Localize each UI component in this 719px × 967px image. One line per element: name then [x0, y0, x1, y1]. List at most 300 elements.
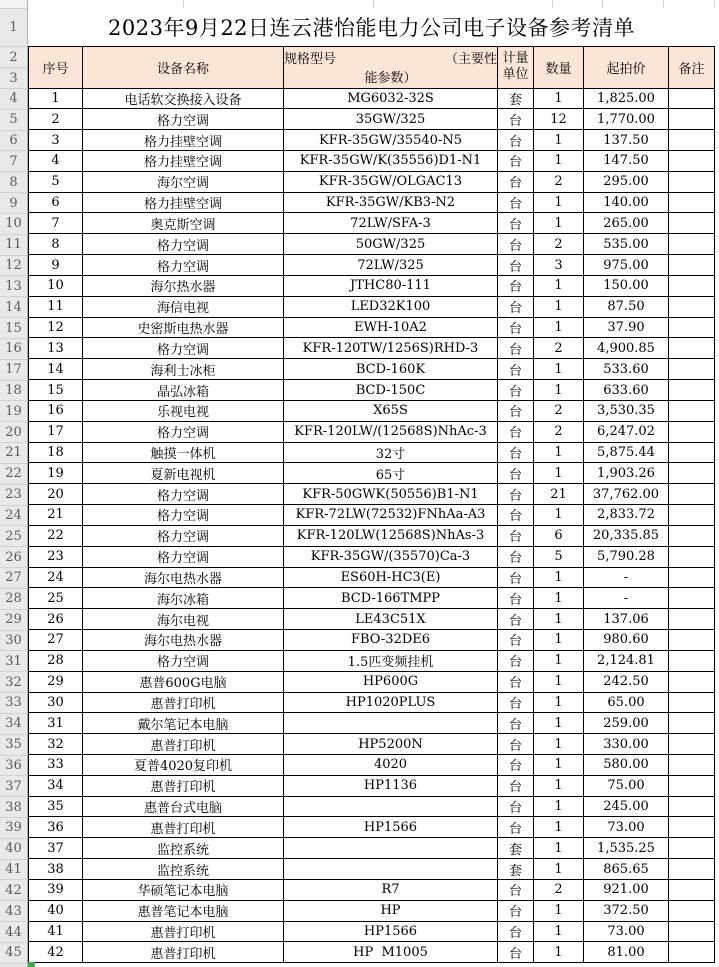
cell-name[interactable]: 惠普打印机 [83, 775, 284, 796]
row-header-2[interactable]: 2 [0, 47, 27, 68]
header-qty[interactable]: 数量 [534, 46, 584, 88]
header-unit[interactable] [498, 46, 534, 88]
cell-no[interactable]: 38 [29, 859, 83, 880]
cell-spec[interactable]: KFR-35GW/OLGAC13 [284, 171, 498, 192]
cell-no[interactable]: 8 [29, 234, 83, 255]
cell-price[interactable]: 5,790.28 [584, 546, 669, 567]
cell-price[interactable]: 242.50 [584, 671, 669, 692]
cell-no[interactable]: 36 [29, 817, 83, 838]
cell-qty[interactable]: 1 [534, 796, 584, 817]
cell-price[interactable]: 535.00 [584, 234, 669, 255]
cell-qty[interactable]: 1 [534, 359, 584, 380]
cell-name[interactable]: 惠普笔记本电脑 [83, 900, 284, 921]
cell-price[interactable]: 147.50 [584, 150, 669, 171]
row-header-25[interactable]: 25 [0, 526, 27, 547]
cell-no[interactable]: 37 [29, 838, 83, 859]
cell-spec[interactable]: HP600G [284, 671, 498, 692]
cell-price[interactable]: 73.00 [584, 817, 669, 838]
cell-name[interactable]: 格力空调 [83, 546, 284, 567]
cell-qty[interactable]: 1 [534, 380, 584, 401]
cell-name[interactable]: 海利士冰柜 [83, 359, 284, 380]
cell-remark[interactable] [669, 400, 715, 421]
cell-name[interactable]: 海尔冰箱 [83, 588, 284, 609]
cell-remark[interactable] [669, 255, 715, 276]
cell-price[interactable]: 533.60 [584, 359, 669, 380]
cell-name[interactable]: 乐视电视 [83, 400, 284, 421]
cell-qty[interactable]: 6 [534, 525, 584, 546]
cell-qty[interactable]: 1 [534, 505, 584, 526]
row-header-45[interactable]: 45 [0, 943, 27, 964]
cell-remark[interactable] [669, 463, 715, 484]
row-header-7[interactable]: 7 [0, 151, 27, 172]
cell-remark[interactable] [669, 588, 715, 609]
cell-unit[interactable]: 台 [498, 692, 534, 713]
cell-qty[interactable]: 1 [534, 588, 584, 609]
cell-remark[interactable] [669, 234, 715, 255]
cell-qty[interactable]: 1 [534, 775, 584, 796]
cell-name[interactable]: 格力挂壁空调 [83, 150, 284, 171]
cell-price[interactable]: 330.00 [584, 734, 669, 755]
cell-no[interactable]: 27 [29, 630, 83, 651]
cell-qty[interactable]: 1 [534, 650, 584, 671]
cell-price[interactable]: 5,875.44 [584, 442, 669, 463]
cell-qty[interactable]: 1 [534, 942, 584, 963]
cell-spec[interactable]: 50GW/325 [284, 234, 498, 255]
cell-price[interactable]: 4,900.85 [584, 338, 669, 359]
cell-remark[interactable] [669, 755, 715, 776]
cell-price[interactable]: 37.90 [584, 317, 669, 338]
cell-spec[interactable]: KFR-35GW/35540-N5 [284, 130, 498, 151]
cell-spec[interactable]: HP1566 [284, 921, 498, 942]
cell-no[interactable]: 28 [29, 650, 83, 671]
cell-spec[interactable]: FBO-32DE6 [284, 630, 498, 651]
cell-unit[interactable]: 台 [498, 609, 534, 630]
cell-name[interactable]: 海尔电视 [83, 609, 284, 630]
cell-no[interactable]: 30 [29, 692, 83, 713]
cell-price[interactable]: 150.00 [584, 275, 669, 296]
cell-qty[interactable]: 1 [534, 275, 584, 296]
cell-no[interactable]: 13 [29, 338, 83, 359]
cell-unit[interactable]: 台 [498, 171, 534, 192]
row-header-24[interactable]: 24 [0, 506, 27, 527]
cell-remark[interactable] [669, 796, 715, 817]
cell-spec[interactable]: 65寸 [284, 463, 498, 484]
cell-name[interactable]: 格力空调 [83, 505, 284, 526]
cell-spec[interactable]: KFR-120LW/(12568S)NhAc-3 [284, 421, 498, 442]
cell-remark[interactable] [669, 484, 715, 505]
cell-no[interactable]: 18 [29, 442, 83, 463]
cell-qty[interactable]: 12 [534, 109, 584, 130]
row-header-13[interactable]: 13 [0, 276, 27, 297]
cell-name[interactable]: 海尔电热水器 [83, 567, 284, 588]
cell-unit[interactable]: 台 [498, 213, 534, 234]
header-no[interactable]: 序号 [29, 46, 83, 88]
cell-unit[interactable]: 台 [498, 275, 534, 296]
cell-price[interactable]: 1,825.00 [584, 88, 669, 109]
cell-unit[interactable]: 台 [498, 650, 534, 671]
cell-no[interactable]: 19 [29, 463, 83, 484]
cell-spec[interactable]: 1.5匹变频挂机 [284, 650, 498, 671]
row-header-16[interactable]: 16 [0, 339, 27, 360]
cell-remark[interactable] [669, 150, 715, 171]
cell-remark[interactable] [669, 88, 715, 109]
cell-spec[interactable]: BCD-160K [284, 359, 498, 380]
cell-spec[interactable]: 72LW/325 [284, 255, 498, 276]
row-header-3[interactable]: 3 [0, 68, 27, 89]
cell-no[interactable]: 1 [29, 88, 83, 109]
cell-spec[interactable]: JTHC80-111 [284, 275, 498, 296]
cell-qty[interactable]: 1 [534, 921, 584, 942]
cell-qty[interactable]: 1 [534, 734, 584, 755]
cell-name[interactable]: 格力空调 [83, 525, 284, 546]
cell-spec[interactable]: KFR-35GW/(35570)Ca-3 [284, 546, 498, 567]
row-header-19[interactable]: 19 [0, 401, 27, 422]
cell-price[interactable]: 20,335.85 [584, 525, 669, 546]
cell-name[interactable]: 惠普台式电脑 [83, 796, 284, 817]
cell-name[interactable]: 惠普打印机 [83, 692, 284, 713]
cell-remark[interactable] [669, 421, 715, 442]
cell-name[interactable]: 格力挂壁空调 [83, 130, 284, 151]
cell-price[interactable]: 245.00 [584, 796, 669, 817]
cell-no[interactable]: 42 [29, 942, 83, 963]
header-price[interactable]: 起拍价 [584, 46, 669, 88]
cell-price[interactable]: 865.65 [584, 859, 669, 880]
row-header-1[interactable]: 1 [0, 9, 27, 47]
cell-unit[interactable]: 台 [498, 192, 534, 213]
row-header-15[interactable]: 15 [0, 318, 27, 339]
cell-remark[interactable] [669, 630, 715, 651]
cell-no[interactable]: 23 [29, 546, 83, 567]
cell-name[interactable]: 监控系统 [83, 838, 284, 859]
cell-unit[interactable]: 台 [498, 442, 534, 463]
cell-no[interactable]: 6 [29, 192, 83, 213]
cell-remark[interactable] [669, 171, 715, 192]
cell-name[interactable]: 格力空调 [83, 255, 284, 276]
cell-spec[interactable]: HP5200N [284, 734, 498, 755]
cell-spec[interactable] [284, 796, 498, 817]
cell-remark[interactable] [669, 671, 715, 692]
cell-remark[interactable] [669, 567, 715, 588]
cell-qty[interactable]: 3 [534, 255, 584, 276]
row-header-21[interactable]: 21 [0, 443, 27, 464]
cell-no[interactable]: 16 [29, 400, 83, 421]
row-header-14[interactable]: 14 [0, 297, 27, 318]
row-header-27[interactable]: 27 [0, 568, 27, 589]
cell-qty[interactable]: 1 [534, 900, 584, 921]
cell-qty[interactable]: 1 [534, 755, 584, 776]
row-header-5[interactable]: 5 [0, 110, 27, 131]
cell-unit[interactable]: 台 [498, 421, 534, 442]
header-remark[interactable]: 备注 [669, 46, 715, 88]
cell-price[interactable]: 372.50 [584, 900, 669, 921]
cell-unit[interactable]: 台 [498, 775, 534, 796]
cell-no[interactable]: 9 [29, 255, 83, 276]
cell-name[interactable]: 惠普打印机 [83, 942, 284, 963]
cell-unit[interactable]: 套 [498, 859, 534, 880]
cell-price[interactable]: 975.00 [584, 255, 669, 276]
cell-unit[interactable]: 台 [498, 484, 534, 505]
row-header-43[interactable]: 43 [0, 901, 27, 922]
cell-price[interactable]: 73.00 [584, 921, 669, 942]
cell-unit[interactable]: 台 [498, 109, 534, 130]
cell-unit[interactable]: 台 [498, 755, 534, 776]
row-header-11[interactable]: 11 [0, 235, 27, 256]
cell-no[interactable]: 11 [29, 296, 83, 317]
row-header-6[interactable]: 6 [0, 131, 27, 152]
row-header-34[interactable]: 34 [0, 714, 27, 735]
cell-no[interactable]: 40 [29, 900, 83, 921]
cell-qty[interactable]: 1 [534, 567, 584, 588]
cell-unit[interactable]: 台 [498, 796, 534, 817]
cell-unit[interactable]: 台 [498, 630, 534, 651]
cell-no[interactable]: 14 [29, 359, 83, 380]
header-spec[interactable] [284, 46, 498, 88]
cell-remark[interactable] [669, 109, 715, 130]
cell-remark[interactable] [669, 192, 715, 213]
cell-unit[interactable]: 台 [498, 505, 534, 526]
cell-name[interactable]: 格力空调 [83, 338, 284, 359]
cell-price[interactable]: 265.00 [584, 213, 669, 234]
cell-name[interactable]: 格力空调 [83, 234, 284, 255]
cell-price[interactable]: 75.00 [584, 775, 669, 796]
cell-name[interactable]: 华硕笔记本电脑 [83, 879, 284, 900]
cell-unit[interactable]: 台 [498, 380, 534, 401]
cell-remark[interactable] [669, 546, 715, 567]
cell-price[interactable]: - [584, 567, 669, 588]
cell-remark[interactable] [669, 380, 715, 401]
cell-remark[interactable] [669, 650, 715, 671]
cell-name[interactable]: 格力空调 [83, 109, 284, 130]
cell-name[interactable]: 海信电视 [83, 296, 284, 317]
cell-spec[interactable] [284, 713, 498, 734]
cell-price[interactable]: 3,530.35 [584, 400, 669, 421]
row-header-35[interactable]: 35 [0, 735, 27, 756]
cell-price[interactable]: 580.00 [584, 755, 669, 776]
cell-unit[interactable]: 套 [498, 88, 534, 109]
cell-spec[interactable]: R7 [284, 879, 498, 900]
cell-name[interactable]: 触摸一体机 [83, 442, 284, 463]
cell-name[interactable]: 史密斯电热水器 [83, 317, 284, 338]
cell-name[interactable]: 夏新电视机 [83, 463, 284, 484]
cell-name[interactable]: 惠普600G电脑 [83, 671, 284, 692]
row-header-37[interactable]: 37 [0, 776, 27, 797]
row-header-31[interactable]: 31 [0, 651, 27, 672]
cell-spec[interactable]: KFR-50GWK(50556)B1-N1 [284, 484, 498, 505]
cell-price[interactable]: 1,770.00 [584, 109, 669, 130]
cell-spec[interactable]: KFR-35GW/KB3-N2 [284, 192, 498, 213]
cell-no[interactable]: 3 [29, 130, 83, 151]
cell-remark[interactable] [669, 859, 715, 880]
cell-price[interactable]: 259.00 [584, 713, 669, 734]
row-header-8[interactable]: 8 [0, 172, 27, 193]
cell-price[interactable]: 2,833.72 [584, 505, 669, 526]
cell-no[interactable]: 39 [29, 879, 83, 900]
cell-no[interactable]: 35 [29, 796, 83, 817]
cell-price[interactable]: 81.00 [584, 942, 669, 963]
cell-unit[interactable]: 台 [498, 588, 534, 609]
row-header-20[interactable]: 20 [0, 422, 27, 443]
cell-price[interactable]: 140.00 [584, 192, 669, 213]
cell-qty[interactable]: 1 [534, 609, 584, 630]
cell-unit[interactable]: 台 [498, 546, 534, 567]
cell-remark[interactable] [669, 505, 715, 526]
row-header-32[interactable]: 32 [0, 672, 27, 693]
cell-qty[interactable]: 1 [534, 442, 584, 463]
cell-price[interactable]: 980.60 [584, 630, 669, 651]
cell-no[interactable]: 34 [29, 775, 83, 796]
cell-qty[interactable]: 1 [534, 817, 584, 838]
cell-spec[interactable]: 72LW/SFA-3 [284, 213, 498, 234]
cell-remark[interactable] [669, 213, 715, 234]
cell-unit[interactable]: 台 [498, 338, 534, 359]
cell-spec[interactable]: KFR-120LW(12568S)NhAs-3 [284, 525, 498, 546]
cell-no[interactable]: 29 [29, 671, 83, 692]
cell-spec[interactable]: HP1566 [284, 817, 498, 838]
cell-qty[interactable]: 2 [534, 338, 584, 359]
cell-no[interactable]: 41 [29, 921, 83, 942]
row-header-30[interactable]: 30 [0, 631, 27, 652]
row-header-42[interactable]: 42 [0, 880, 27, 901]
cell-price[interactable]: 921.00 [584, 879, 669, 900]
cell-unit[interactable]: 台 [498, 713, 534, 734]
cell-remark[interactable] [669, 692, 715, 713]
cell-remark[interactable] [669, 838, 715, 859]
cell-no[interactable]: 21 [29, 505, 83, 526]
cell-spec[interactable]: X65S [284, 400, 498, 421]
cell-unit[interactable]: 台 [498, 817, 534, 838]
cell-name[interactable]: 惠普打印机 [83, 734, 284, 755]
cell-spec[interactable] [284, 838, 498, 859]
cell-spec[interactable]: MG6032-32S [284, 88, 498, 109]
cell-remark[interactable] [669, 130, 715, 151]
cell-price[interactable]: 6,247.02 [584, 421, 669, 442]
cell-unit[interactable]: 台 [498, 234, 534, 255]
cell-qty[interactable]: 1 [534, 838, 584, 859]
cell-qty[interactable]: 5 [534, 546, 584, 567]
cell-qty[interactable]: 1 [534, 630, 584, 651]
row-header-10[interactable]: 10 [0, 214, 27, 235]
cell-qty[interactable]: 21 [534, 484, 584, 505]
cell-qty[interactable]: 1 [534, 859, 584, 880]
cell-spec[interactable]: KFR-72LW(72532)FNhAa-A3 [284, 505, 498, 526]
cell-price[interactable]: 295.00 [584, 171, 669, 192]
cell-unit[interactable]: 台 [498, 879, 534, 900]
cell-unit[interactable]: 台 [498, 671, 534, 692]
cell-name[interactable]: 海尔空调 [83, 171, 284, 192]
cell-qty[interactable]: 1 [534, 713, 584, 734]
sheet-title[interactable]: 2023年9月22日连云港怡能电力公司电子设备参考清单 [29, 8, 715, 46]
row-header-4[interactable]: 4 [0, 89, 27, 110]
cell-spec[interactable]: HP1020PLUS [284, 692, 498, 713]
cell-name[interactable]: 夏普4020复印机 [83, 755, 284, 776]
cell-no[interactable]: 20 [29, 484, 83, 505]
cell-unit[interactable]: 台 [498, 942, 534, 963]
cell-unit[interactable]: 台 [498, 463, 534, 484]
cell-no[interactable]: 5 [29, 171, 83, 192]
cell-no[interactable]: 22 [29, 525, 83, 546]
cell-unit[interactable]: 台 [498, 359, 534, 380]
cell-spec[interactable]: 4020 [284, 755, 498, 776]
cell-remark[interactable] [669, 338, 715, 359]
row-header-22[interactable]: 22 [0, 464, 27, 485]
cell-qty[interactable]: 1 [534, 317, 584, 338]
cell-qty[interactable]: 1 [534, 296, 584, 317]
row-header-40[interactable]: 40 [0, 839, 27, 860]
cell-price[interactable]: 1,903.26 [584, 463, 669, 484]
cell-qty[interactable]: 1 [534, 192, 584, 213]
cell-remark[interactable] [669, 296, 715, 317]
cell-remark[interactable] [669, 900, 715, 921]
cell-remark[interactable] [669, 921, 715, 942]
cell-no[interactable]: 24 [29, 567, 83, 588]
cell-spec[interactable]: LE43C51X [284, 609, 498, 630]
cell-qty[interactable]: 2 [534, 234, 584, 255]
cell-unit[interactable]: 台 [498, 400, 534, 421]
cell-remark[interactable] [669, 359, 715, 380]
cell-qty[interactable]: 2 [534, 421, 584, 442]
row-header-23[interactable]: 23 [0, 485, 27, 506]
cell-unit[interactable]: 台 [498, 296, 534, 317]
cell-spec[interactable]: HP M1005 [284, 942, 498, 963]
cell-remark[interactable] [669, 817, 715, 838]
cell-qty[interactable]: 2 [534, 400, 584, 421]
cell-price[interactable]: 2,124.81 [584, 650, 669, 671]
cell-remark[interactable] [669, 942, 715, 963]
cell-price[interactable]: 87.50 [584, 296, 669, 317]
cell-no[interactable]: 32 [29, 734, 83, 755]
cell-unit[interactable]: 套 [498, 838, 534, 859]
row-header-28[interactable]: 28 [0, 589, 27, 610]
cell-qty[interactable]: 1 [534, 463, 584, 484]
cell-price[interactable]: 137.06 [584, 609, 669, 630]
cell-name[interactable]: 格力空调 [83, 421, 284, 442]
cell-qty[interactable]: 1 [534, 213, 584, 234]
cell-unit[interactable]: 台 [498, 130, 534, 151]
header-name[interactable]: 设备名称 [83, 46, 284, 88]
row-header-39[interactable]: 39 [0, 818, 27, 839]
cell-spec[interactable]: 35GW/325 [284, 109, 498, 130]
cell-price[interactable]: 65.00 [584, 692, 669, 713]
cell-spec[interactable]: LED32K100 [284, 296, 498, 317]
cell-no[interactable]: 2 [29, 109, 83, 130]
cell-no[interactable]: 4 [29, 150, 83, 171]
cell-no[interactable]: 12 [29, 317, 83, 338]
row-header-36[interactable]: 36 [0, 756, 27, 777]
cell-name[interactable]: 惠普打印机 [83, 817, 284, 838]
cell-qty[interactable]: 1 [534, 130, 584, 151]
row-header-26[interactable]: 26 [0, 547, 27, 568]
cell-spec[interactable]: EWH-10A2 [284, 317, 498, 338]
cell-spec[interactable]: HP [284, 900, 498, 921]
cell-remark[interactable] [669, 442, 715, 463]
cell-unit[interactable]: 台 [498, 567, 534, 588]
cell-qty[interactable]: 1 [534, 671, 584, 692]
cell-name[interactable]: 海尔热水器 [83, 275, 284, 296]
cell-remark[interactable] [669, 879, 715, 900]
cell-remark[interactable] [669, 713, 715, 734]
cell-spec[interactable]: KFR-35GW/K(35556)D1-N1 [284, 150, 498, 171]
cell-spec[interactable]: ES60H-HC3(E) [284, 567, 498, 588]
cell-name[interactable]: 电话软交换接入设备 [83, 88, 284, 109]
cell-no[interactable]: 31 [29, 713, 83, 734]
row-header-17[interactable]: 17 [0, 360, 27, 381]
cell-qty[interactable]: 1 [534, 150, 584, 171]
cell-name[interactable]: 惠普打印机 [83, 921, 284, 942]
cell-unit[interactable]: 台 [498, 921, 534, 942]
row-header-29[interactable]: 29 [0, 610, 27, 631]
cell-name[interactable]: 奥克斯空调 [83, 213, 284, 234]
cell-price[interactable]: 633.60 [584, 380, 669, 401]
